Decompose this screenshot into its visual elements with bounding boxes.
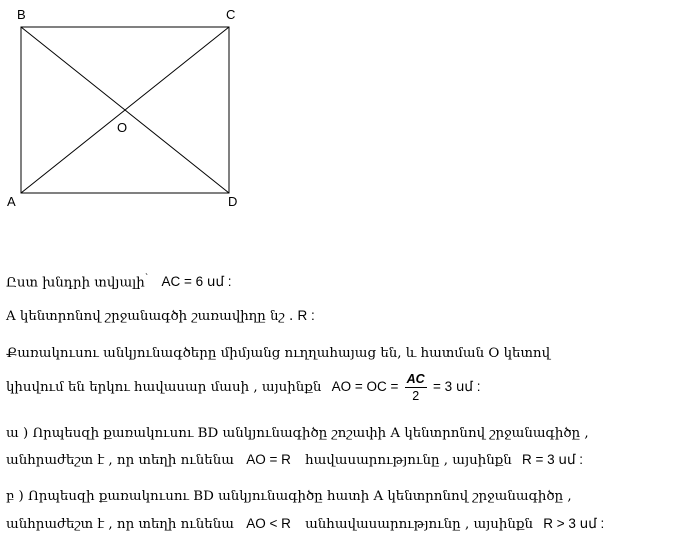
case-a-equality: AO = R xyxy=(246,452,291,467)
halves-expression-a: AO = OC = xyxy=(331,379,399,394)
text-line-given: Ըստ խնդրի տվյալի` AC = 6 սմ : xyxy=(6,274,232,291)
radius-symbol: R : xyxy=(297,308,315,323)
case-b-conclusion-text: անհավասարությունը , այսինքն xyxy=(305,517,533,532)
case-b-text: բ ) Որպեսզի քառակուսու BD անկյունագիծը հատի A կենտրոնով շրջանագիծը , xyxy=(6,489,572,504)
case-b-condition-text: անհրաժեշտ է , որ տեղի ունենա xyxy=(6,517,234,532)
case-a-condition-text: անհրաժեշտ է , որ տեղի ունենա xyxy=(6,453,234,468)
text-line-radius xyxy=(6,307,315,326)
given-text: Ըստ խնդրի տվյալի xyxy=(6,275,145,291)
text-line-halves xyxy=(6,370,481,405)
case-b-inequality: AO < R xyxy=(246,516,291,531)
vertex-label-d: D xyxy=(228,194,238,209)
fraction-numerator: AC xyxy=(406,372,425,386)
fraction-denominator: 2 xyxy=(412,389,420,403)
text-line-case-a-condition xyxy=(6,451,583,470)
text-line-case-a xyxy=(6,425,589,443)
halves-expression-b: = 3 սմ : xyxy=(432,379,481,394)
case-a-result: R = 3 սմ : xyxy=(522,452,584,467)
given-expression: AC = 6 սմ : xyxy=(161,274,232,290)
halves-text: կիսվում են երկու հավասար մասի , այսինքն xyxy=(6,380,322,395)
diagonals-property-text: Քառակուսու անկյունագծերը միմյանց ուղղահայաց են, և հատման O կետով xyxy=(6,346,551,361)
case-b-result: R > 3 սմ : xyxy=(543,516,605,531)
case-a-text: ա ) Որպեսզի քառակուսու BD անկյունագիծը շոշափի A կենտրոնով շրջանագիծը , xyxy=(6,426,589,441)
center-label-o: O xyxy=(117,120,128,135)
case-a-conclusion-text: հավասարությունը , այսինքն xyxy=(305,453,512,468)
radius-text: A կենտրոնով շրջանագծի շառավիղը նշ . xyxy=(6,309,294,324)
vertex-label-a: A xyxy=(7,194,16,209)
text-line-case-b-condition xyxy=(6,515,604,534)
vertex-label-c: C xyxy=(226,7,236,22)
text-line-diagonals xyxy=(6,345,550,363)
text-line-case-b xyxy=(6,488,572,506)
vertex-label-b: B xyxy=(17,7,26,22)
square-diagram xyxy=(0,0,320,220)
fraction-ac-over-2 xyxy=(405,372,427,403)
